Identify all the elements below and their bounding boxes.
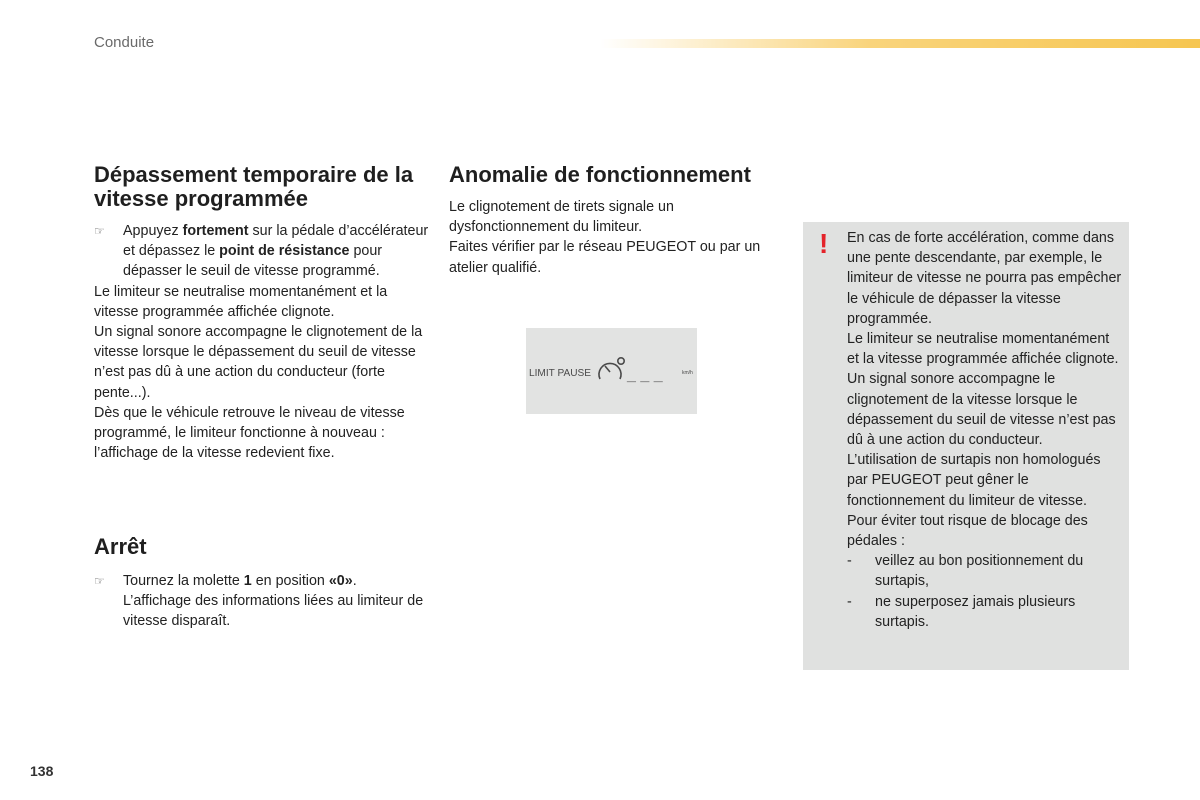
pointing-hand-icon: ☞ (94, 574, 105, 588)
warning-text (847, 228, 1125, 632)
malfunction-section (449, 163, 779, 278)
limiter-display-image (526, 328, 697, 414)
speed-limiter-icon (599, 358, 624, 379)
warning-list-item: - ne superposez jamais plusieurs surtapis. (847, 593, 1076, 630)
overspeed-paragraph: Le limiteur se neutralise momentanément et la vitesse programmée affichée clignote. (94, 283, 388, 320)
stop-title: Arrêt (94, 534, 147, 559)
overspeed-title: Dépassement temporaire de la vitesse programmée (94, 162, 414, 211)
warning-paragraph: Pour éviter tout risque de blocage des pédales : (847, 512, 1088, 550)
emphasis-point-de-resistance: point de résistance (219, 243, 350, 260)
overspeed-bullet: ☞ Appuyez fortement sur la pédale d’accélérateur et dépassez le point de résistance pour dépasser le seuil de vitesse programmé. (94, 223, 429, 280)
emphasis-1: 1 (243, 573, 252, 589)
emphasis-fortement: fortement (182, 223, 249, 239)
malfunction-title: Anomalie de fonctionnement (449, 162, 751, 187)
display-dashes: _ _ _ (627, 367, 663, 384)
stop-bullet: ☞ Tournez la molette 1 en position «0». L’affichage des informations liées au limiteur de vitesse disparaît. (94, 573, 424, 630)
page-number: 138 (30, 763, 54, 779)
warning-box (803, 222, 1129, 670)
section-title: Conduite (94, 34, 155, 51)
warning-paragraph: Le limiteur se neutralise momentanément et la vitesse programmée affichée clignote. (847, 331, 1119, 368)
display-unit: km/h (682, 370, 693, 376)
warning-paragraph: L’utilisation de surtapis non homologués par PEUGEOT peut gêner le fonctionnement du limiteur de vitesse. (847, 452, 1101, 509)
display-label: LIMIT PAUSE (529, 368, 592, 379)
exclamation-icon: ! (819, 228, 829, 259)
pointing-hand-icon: ☞ (94, 224, 105, 238)
emphasis-position-0: «0» (328, 573, 353, 589)
overspeed-section (94, 163, 434, 463)
header-accent-bar (600, 39, 1200, 48)
warning-paragraph: En cas de forte accélération, comme dans une pente descendante, par exemple, le limiteur de vitesse ne pourra pas empêcher le véhicule de dépasser la vitesse programmée. (847, 230, 1122, 327)
warning-list-item: - veillez au bon positionnement du surtapis, (847, 553, 1084, 590)
overspeed-paragraph: Un signal sonore accompagne le clignotement de la vitesse lorsque le dépassement du seuil de vitesse n’est pas dû à une action du conducteur (forte pente...). (94, 324, 423, 401)
warning-paragraph: Un signal sonore accompagne le clignotement de la vitesse lorsque le dépassement du seuil de vitesse n’est pas dû à une action du conducteur. (847, 371, 1116, 449)
overspeed-paragraph: Dès que le véhicule retrouve le niveau de vitesse programmé, le limiteur fonctionne à nouveau : l’affichage de la vitesse redevient fixe. (94, 404, 405, 462)
malfunction-paragraph: Faites vérifier par le réseau PEUGEOT ou par un atelier qualifié. (449, 239, 761, 276)
malfunction-paragraph: Le clignotement de tirets signale un dysfonctionnement du limiteur. (449, 199, 674, 236)
stop-section (94, 571, 424, 632)
